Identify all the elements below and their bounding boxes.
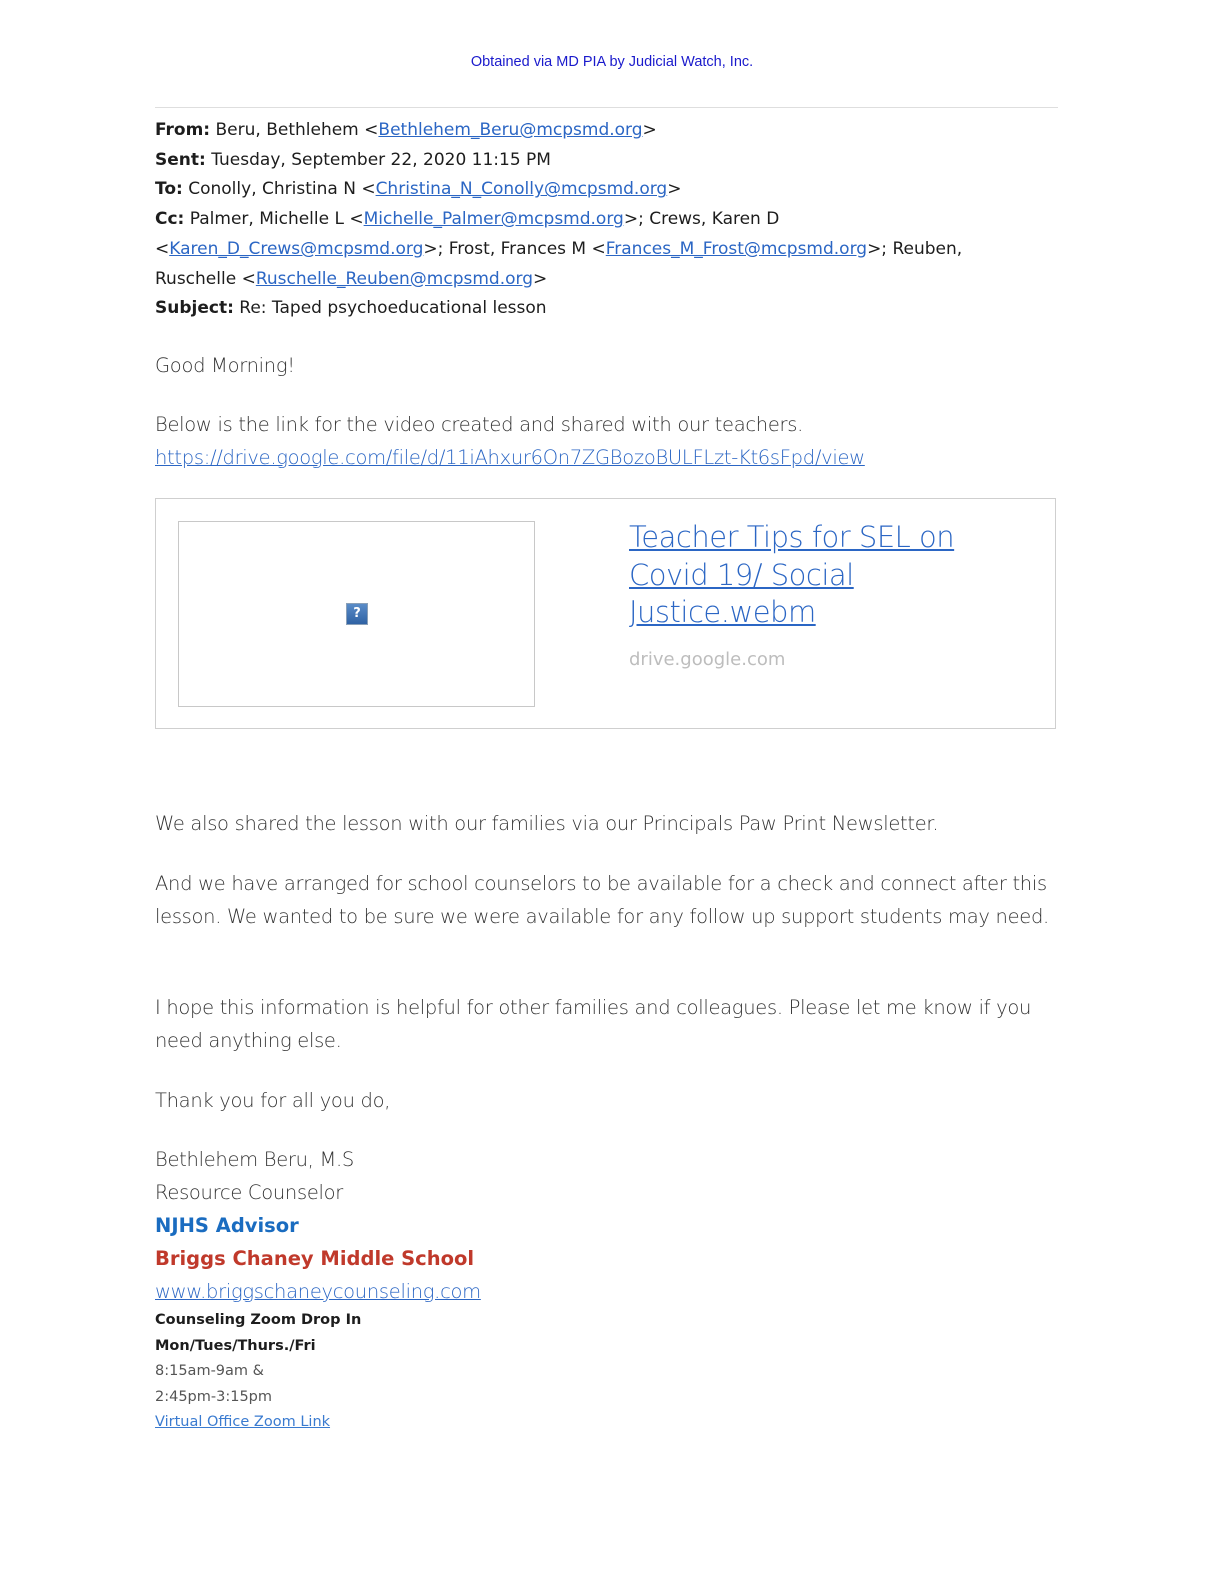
sent-label: Sent: bbox=[155, 149, 206, 170]
signature-block bbox=[155, 1143, 1055, 1436]
signature-advisor: NJHS Advisor bbox=[155, 1214, 299, 1237]
paragraph-1-text: Below is the link for the video created and shared with our teachers. bbox=[155, 413, 804, 436]
signature-time-2: 2:45pm-3:15pm bbox=[155, 1388, 273, 1405]
paragraph-newsletter: We also shared the lesson with our families via our Principals Paw Print Newsletter. bbox=[155, 812, 939, 835]
to-email-link[interactable]: Christina_N_Conolly@mcpsmd.org bbox=[375, 179, 668, 200]
from-close: > bbox=[642, 120, 657, 140]
sent-line bbox=[155, 146, 1058, 176]
drive-video-link[interactable]: https://drive.google.com/file/d/11iAhxur6On7ZGBozoBULFLzt-Kt6sFpd/view bbox=[155, 446, 865, 469]
signature-time-1: 8:15am-9am & bbox=[155, 1363, 264, 1379]
cc-recipient-2-email-link[interactable]: Karen_D_Crews@mcpsmd.org bbox=[169, 238, 424, 259]
closing: Thank you for all you do, bbox=[155, 1089, 391, 1112]
cc-recipient-3-email-link[interactable]: Frances_M_Frost@mcpsmd.org bbox=[605, 238, 868, 259]
signature-website-link[interactable]: www.briggschaneycounseling.com bbox=[155, 1280, 481, 1303]
cc-recipient-1-name: Palmer, Michelle L < bbox=[189, 209, 364, 230]
paragraph-helpful: I hope this information is helpful for other families and colleagues. Please let me know if you need anything else. bbox=[155, 996, 1032, 1052]
signature-name: Bethlehem Beru, M.S bbox=[155, 1148, 354, 1171]
email-header bbox=[155, 116, 1058, 324]
cc-recipient-4-name: >; Reuben, bbox=[867, 238, 963, 259]
link-preview-card[interactable] bbox=[155, 498, 1056, 729]
cc-label: Cc: bbox=[155, 209, 185, 230]
sent-value: Tuesday, September 22, 2020 11:15 PM bbox=[211, 149, 551, 170]
from-name: Beru, Bethlehem < bbox=[215, 120, 379, 140]
subject-value: Re: Taped psychoeducational lesson bbox=[239, 298, 547, 319]
cc-line bbox=[155, 205, 1058, 294]
cc-recipient-3-name: >; Frost, Frances M < bbox=[423, 238, 606, 259]
signature-zoom-days: Mon/Tues/Thurs./Fri bbox=[155, 1337, 316, 1354]
preview-domain: drive.google.com bbox=[629, 649, 786, 670]
paragraph-video-link bbox=[155, 408, 1055, 474]
signature-zoom-title: Counseling Zoom Drop In bbox=[155, 1312, 362, 1328]
signature-zoom-link[interactable]: Virtual Office Zoom Link bbox=[155, 1414, 331, 1430]
cc-recipient-4-cont: Ruschelle < bbox=[155, 268, 256, 289]
from-line bbox=[155, 116, 1058, 146]
signature-role: Resource Counselor bbox=[155, 1181, 344, 1204]
paragraph-counselors: And we have arranged for school counselors to be available for a check and connect after this lesson. We wanted to be sure we were available for any follow up support students may need. bbox=[155, 872, 1049, 928]
cc-recipient-4-email-link[interactable]: Ruschelle_Reuben@mcpsmd.org bbox=[255, 268, 533, 289]
header-divider bbox=[155, 107, 1058, 108]
greeting: Good Morning! bbox=[155, 354, 295, 377]
to-close: > bbox=[667, 179, 682, 200]
to-label: To: bbox=[155, 179, 183, 200]
subject-label: Subject: bbox=[155, 298, 234, 319]
preview-title-link[interactable]: Teacher Tips for SEL on Covid 19/ Social Justice.webm bbox=[629, 520, 955, 629]
broken-image-icon: ? bbox=[346, 603, 368, 625]
signature-website-row bbox=[155, 1275, 1055, 1308]
cc-recipient-2-open: < bbox=[155, 238, 170, 259]
to-name: Conolly, Christina N < bbox=[188, 179, 376, 200]
subject-line bbox=[155, 294, 1058, 324]
cc-recipient-1-email-link[interactable]: Michelle_Palmer@mcpsmd.org bbox=[363, 209, 624, 230]
cc-recipient-2-name: >; Crews, Karen D bbox=[623, 209, 780, 230]
to-line bbox=[155, 175, 1058, 205]
from-label: From: bbox=[155, 120, 211, 140]
signature-school: Briggs Chaney Middle School bbox=[155, 1247, 475, 1270]
cc-recipient-4-close: > bbox=[533, 268, 548, 289]
preview-thumbnail bbox=[178, 521, 535, 707]
watermark: Obtained via MD PIA by Judicial Watch, Inc. bbox=[470, 54, 754, 70]
from-email-link[interactable]: Bethlehem_Beru@mcpsmd.org bbox=[378, 120, 643, 140]
